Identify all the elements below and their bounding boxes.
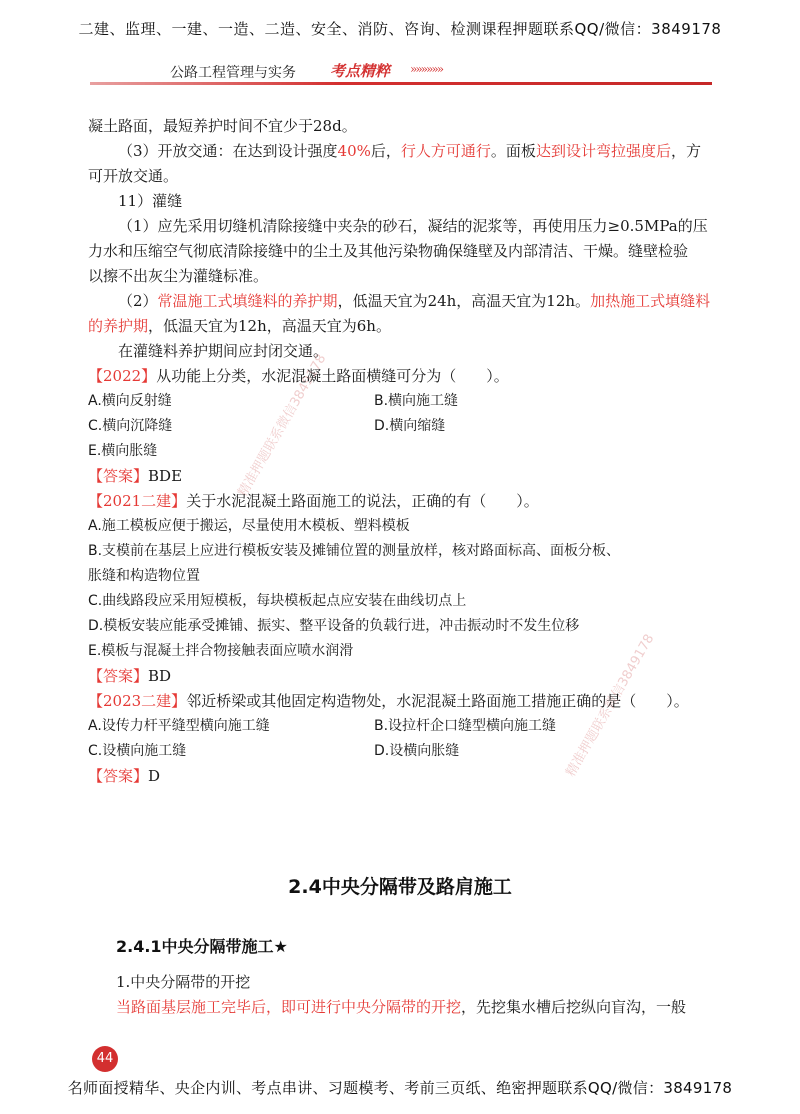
- option-row: [88, 739, 714, 764]
- highlight-text: 40%: [337, 142, 371, 160]
- header-tag: 考点精粹: [330, 62, 391, 80]
- section-heading: 11）灌缝: [118, 192, 183, 210]
- top-banner: 二建、监理、一建、一造、二造、安全、消防、咨询、检测课程押题联系QQ/微信：3849178: [78, 20, 722, 38]
- bottom-content: [116, 970, 716, 1020]
- text-span: 后，: [370, 142, 401, 160]
- highlight-text: 行人方可通行: [400, 142, 491, 160]
- answer-tag: 【答案】: [88, 667, 149, 685]
- question-text: 关于水泥混凝土路面施工的说法，正确的有（ ）。: [186, 492, 539, 510]
- option: B.横向施工缝: [374, 393, 459, 409]
- option-row: [88, 414, 714, 439]
- text-span: （3）开放交通：在达到设计强度: [118, 142, 338, 160]
- option: B.设拉杆企口缝型横向施工缝: [374, 718, 557, 734]
- header-title: 公路工程管理与实务: [170, 65, 296, 81]
- text-line: 力水和压缩空气彻底清除接缝中的尘土及其他污染物确保缝壁及内部清洁、干燥。缝壁检验: [88, 242, 689, 260]
- option-row: [88, 714, 714, 739]
- text-span: 。面板: [490, 142, 536, 160]
- question-tag: 【2023二建】: [88, 692, 187, 710]
- watermark: 精准押题联系微信3849178: [563, 631, 658, 780]
- answer-tag: 【答案】: [88, 467, 149, 485]
- text-span: （2）: [118, 292, 158, 310]
- question-tag: 【2022】: [88, 367, 157, 385]
- highlight-text: 当路面基层施工完毕后，即可进行中央分隔带的开挖: [116, 998, 462, 1016]
- answer-value: BDE: [148, 467, 183, 485]
- question-text: 从功能上分类，水泥混凝土路面横缝可分为（ ）。: [156, 367, 509, 385]
- text-line: 以擦不出灰尘为灌缝标准。: [88, 267, 269, 285]
- question-text: 邻近桥梁或其他固定构造物处，水泥混凝土路面施工措施正确的是（ ）。: [186, 692, 689, 710]
- question-tag: 【2021二建】: [88, 492, 187, 510]
- highlight-text: 加热施工式填缝料: [590, 292, 711, 310]
- option: 胀缝和构造物位置: [88, 568, 200, 584]
- text-line: [88, 139, 714, 164]
- option: D.横向缩缝: [374, 418, 446, 434]
- watermark: 精准押题联系微信3849178: [235, 351, 330, 500]
- answer-value: D: [148, 767, 161, 785]
- text-line: 1.中央分隔带的开挖: [116, 973, 251, 991]
- text-line: 在灌缝料养护期间应封闭交通。: [118, 342, 329, 360]
- text-line: [88, 289, 714, 314]
- option: E.横向胀缝: [88, 443, 158, 459]
- page-number: 44: [92, 1046, 118, 1072]
- highlight-text: 达到设计弯拉强度后: [535, 142, 671, 160]
- subsection-title: 2.4.1中央分隔带施工★: [116, 937, 288, 956]
- question-stem: [88, 689, 714, 714]
- option: A.设传力杆平缝型横向施工缝: [88, 718, 270, 734]
- main-content: [88, 114, 714, 789]
- highlight-text: 常温施工式填缝料的养护期: [157, 292, 338, 310]
- option: E.模板与混凝土拌合物接触表面应喷水润滑: [88, 643, 354, 659]
- option: C.曲线路段应采用短模板，每块模板起点应安装在曲线切点上: [88, 593, 467, 609]
- header-divider: [90, 82, 712, 85]
- option-row: [88, 389, 714, 414]
- section-title: 2.4中央分隔带及路肩施工: [288, 876, 512, 898]
- question-stem: [88, 489, 714, 514]
- option: A.施工模板应便于搬运，尽量使用木模板、塑料模板: [88, 518, 410, 534]
- text-span: ，低温天宜为12h，高温天宜为6h。: [148, 317, 391, 335]
- text-span: ，方: [670, 142, 701, 160]
- answer-line: [88, 464, 714, 489]
- answer-tag: 【答案】: [88, 767, 149, 785]
- text-span: ，先挖集水槽后挖纵向盲沟，一般: [461, 998, 687, 1016]
- option: C.设横向施工缝: [88, 743, 187, 759]
- option: D.模板安装应能承受摊铺、振实、整平设备的负载行进，冲击振动时不发生位移: [88, 618, 580, 634]
- answer-value: BD: [148, 667, 172, 685]
- text-line: 可开放交通。: [88, 167, 179, 185]
- text-line: [88, 314, 714, 339]
- option: B.支模前在基层上应进行模板安装及摊铺位置的测量放样，核对路面标高、面板分板、: [88, 543, 621, 559]
- bottom-banner: 名师面授精华、央企内训、考点串讲、习题模考、考前三页纸、绝密押题联系QQ/微信：3849178: [67, 1079, 733, 1097]
- text-line: 凝土路面，最短养护时间不宜少于28d。: [88, 117, 357, 135]
- highlight-text: 的养护期: [88, 317, 149, 335]
- page-header: [90, 62, 712, 86]
- text-line: [116, 995, 716, 1020]
- option: D.设横向胀缝: [374, 743, 460, 759]
- option: C.横向沉降缝: [88, 418, 173, 434]
- text-line: （1）应先采用切缝机清除接缝中夹杂的砂石，凝结的泥浆等，再使用压力≥0.5MPa的压: [118, 217, 708, 235]
- question-stem: [88, 364, 714, 389]
- text-span: ，低温天宜为24h，高温天宜为12h。: [337, 292, 591, 310]
- answer-line: [88, 764, 714, 789]
- answer-line: [88, 664, 714, 689]
- chevrons-icon: »»»»»»: [410, 62, 443, 76]
- option: A.横向反射缝: [88, 393, 172, 409]
